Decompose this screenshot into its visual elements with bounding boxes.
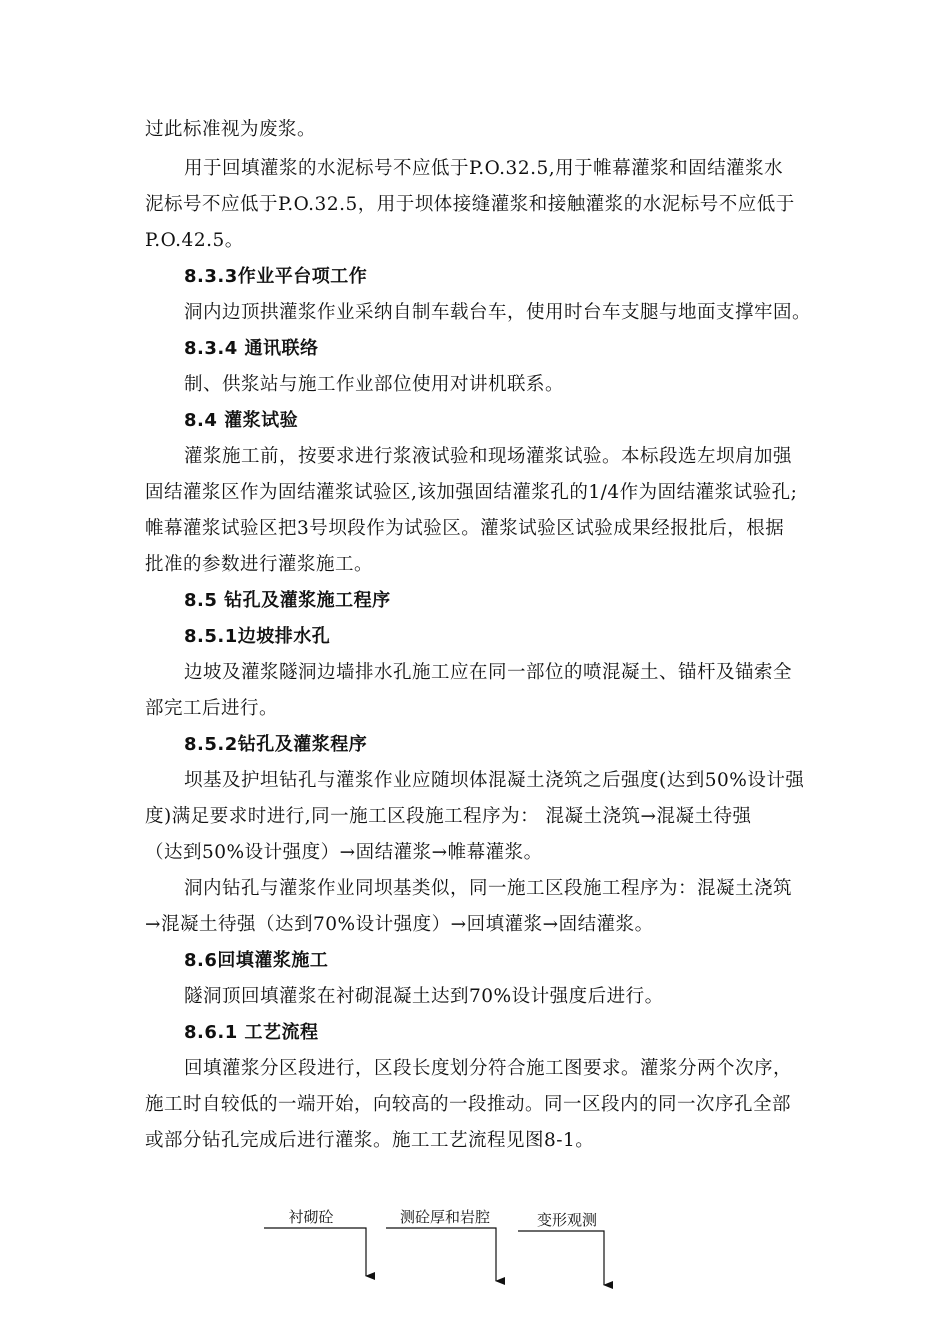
paragraph-line: 灌浆施工前，按要求进行浆液试验和现场灌浆试验。本标段选左坝肩加强: [184, 446, 793, 467]
paragraph-line: 或部分钻孔完成后进行灌浆。施工工艺流程见图8-1。: [145, 1130, 595, 1151]
section-heading: 8.6回填灌浆施工: [184, 950, 329, 971]
paragraph-line: 固结灌浆区作为固结灌浆试验区,该加强固结灌浆孔的1/4作为固结灌浆试验孔;: [145, 482, 798, 503]
flow-label-deformation-observation: 变形观测: [536, 1211, 598, 1229]
paragraph-line: 回填灌浆分区段进行，区段长度划分符合施工图要求。灌浆分两个次序，: [184, 1058, 793, 1079]
paragraph-line: 坝基及护坦钻孔与灌浆作业应随坝体混凝土浇筑之后强度(达到50%设计强: [184, 770, 805, 791]
paragraph-line: 制、供浆站与施工作业部位使用对讲机联系。: [184, 374, 565, 395]
section-heading: 8.3.3作业平台项工作: [184, 266, 368, 287]
paragraph-line: 帷幕灌浆试验区把3号坝段作为试验区。灌浆试验区试验成果经报批后，根据: [145, 518, 785, 539]
paragraph-line: 隧洞顶回填灌浆在衬砌混凝土达到70%设计强度后进行。: [184, 986, 664, 1007]
flow-arrow: [386, 1228, 496, 1281]
section-heading: 8.4 灌浆试验: [184, 410, 299, 431]
section-heading: 8.5.2钻孔及灌浆程序: [184, 734, 368, 755]
paragraph-line: 过此标准视为废浆。: [145, 119, 317, 140]
paragraph-line: 用于回填灌浆的水泥标号不应低于P.O.32.5,用于帷幕灌浆和固结灌浆水: [184, 158, 784, 179]
paragraph-line: （达到50%设计强度）→固结灌浆→帷幕灌浆。: [145, 842, 543, 863]
paragraph-line: 边坡及灌浆隧洞边墙排水孔施工应在同一部位的喷混凝土、锚杆及锚索全: [184, 662, 793, 683]
flow-arrow: [264, 1228, 366, 1276]
process-flow-diagram: [0, 1190, 950, 1344]
paragraph-line: 部完工后进行。: [145, 698, 279, 719]
paragraph-line: 度)满足要求时进行,同一施工区段施工程序为： 混凝土浇筑→混凝土待强: [145, 806, 752, 827]
paragraph-line: →混凝土待强（达到70%设计强度）→回填灌浆→固结灌浆。: [145, 914, 654, 935]
paragraph-line: 洞内边顶拱灌浆作业采纳自制车载台车，使用时台车支腿与地面支撑牢固。: [184, 302, 812, 323]
paragraph-line: 施工时自较低的一端开始，向较高的一段推动。同一区段内的同一次序孔全部: [145, 1094, 792, 1115]
section-heading: 8.5.1边坡排水孔: [184, 626, 331, 647]
section-heading: 8.5 钻孔及灌浆施工程序: [184, 590, 391, 611]
flow-label-lining-concrete: 衬砌砼: [288, 1208, 334, 1226]
paragraph-line: 批准的参数进行灌浆施工。: [145, 554, 374, 575]
flow-arrow: [518, 1231, 604, 1285]
flow-label-measure-thickness: 测砼厚和岩腔: [399, 1208, 491, 1226]
section-heading: 8.3.4 通讯联络: [184, 338, 319, 359]
section-heading: 8.6.1 工艺流程: [184, 1022, 319, 1043]
paragraph-line: 泥标号不应低于P.O.32.5，用于坝体接缝灌浆和接触灌浆的水泥标号不应低于: [145, 194, 795, 215]
paragraph-line: 洞内钻孔与灌浆作业同坝基类似，同一施工区段施工程序为：混凝土浇筑: [184, 878, 793, 899]
paragraph-line: P.O.42.5。: [145, 230, 244, 251]
